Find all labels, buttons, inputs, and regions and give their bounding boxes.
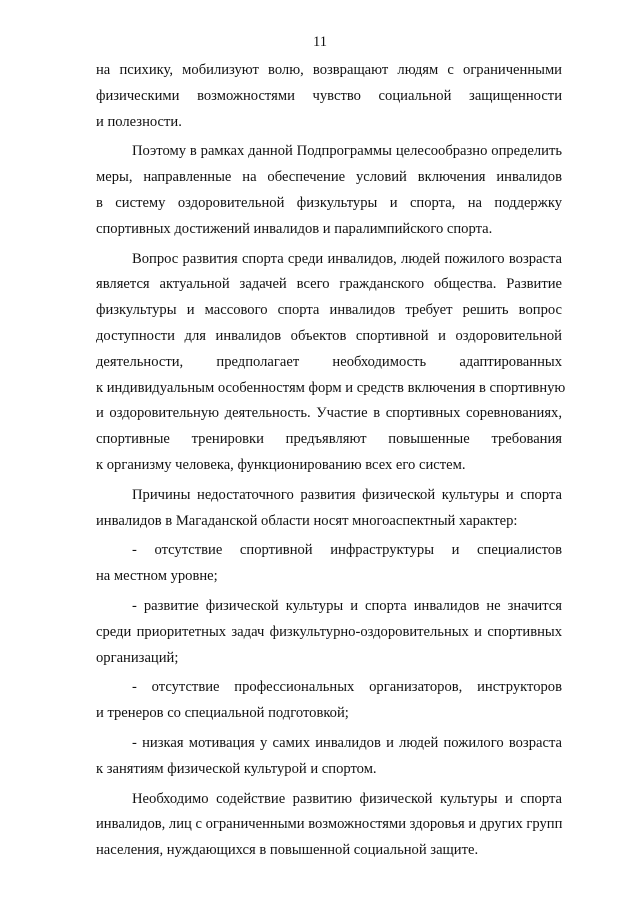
paragraph (96, 731, 562, 783)
paragraph (96, 483, 562, 535)
text-line: меры, направленные на обеспечение условий включения инвалидов (96, 169, 562, 186)
text-line: и полезности. (96, 113, 182, 130)
text-line: - развитие физической культуры и спорта инвалидов не значится (132, 597, 562, 614)
text-line: является актуальной задачей всего гражданского общества. Развитие (96, 276, 562, 293)
text-line: в систему оздоровительной физкультуры и спорта, на поддержку (96, 194, 562, 211)
text-line: и оздоровительную деятельность. Участие в спортивных соревнованиях, (96, 405, 562, 422)
text-line: физкультуры и массового спорта инвалидов требует решить вопрос (96, 302, 562, 319)
paragraph (96, 787, 562, 864)
text-line: на местном уровне; (96, 568, 218, 585)
text-line: инвалидов, лиц с ограниченными возможностями здоровья и других групп (96, 816, 563, 833)
text-line: организаций; (96, 649, 179, 666)
page-number: 11 (313, 34, 327, 50)
text-line: к занятиям физической культурой и спортом. (96, 760, 377, 777)
paragraph (96, 538, 562, 590)
text-line: инвалидов в Магаданской области носят многоаспектный характер: (96, 512, 518, 529)
text-line: доступности для инвалидов объектов спортивной и оздоровительной (96, 327, 562, 344)
text-line: и тренеров со специальной подготовкой; (96, 705, 349, 722)
text-line: физическими возможностями чувство социальной защищенности (96, 87, 562, 104)
text-line: спортивные тренировки предъявляют повышенные требования (96, 431, 562, 448)
document-body (96, 58, 566, 864)
paragraph (96, 58, 562, 135)
paragraph (96, 675, 562, 727)
text-line: среди приоритетных задач физкультурно-оздоровительных и спортивных (96, 623, 562, 640)
text-line: Вопрос развития спорта среди инвалидов, людей пожилого возраста (132, 250, 562, 267)
text-line: Причины недостаточного развития физической культуры и спорта (132, 486, 562, 503)
text-line: к индивидуальным особенностям форм и средств включения в спортивную (96, 379, 566, 396)
text-line: населения, нуждающихся в повышенной социальной защите. (96, 842, 479, 859)
text-line: - отсутствие спортивной инфраструктуры и специалистов (132, 542, 562, 559)
text-line: спортивных достижений инвалидов и паралимпийского спорта. (96, 220, 493, 237)
text-line: Поэтому в рамках данной Подпрограммы целесообразно определить (132, 143, 562, 160)
text-line: - низкая мотивация у самих инвалидов и людей пожилого возраста (132, 734, 562, 751)
text-line: на психику, мобилизуют волю, возвращают людям с ограниченными (96, 62, 562, 78)
text-line: Необходимо содействие развитию физической культуры и спорта (132, 790, 562, 807)
text-line: к организму человека, функционированию всех его систем. (96, 456, 466, 473)
text-line: - отсутствие профессиональных организаторов, инструкторов (132, 679, 562, 696)
text-line: деятельности, предполагает необходимость адаптированных (96, 353, 562, 370)
paragraph (96, 247, 566, 479)
paragraph (96, 594, 562, 671)
paragraph (96, 139, 562, 242)
